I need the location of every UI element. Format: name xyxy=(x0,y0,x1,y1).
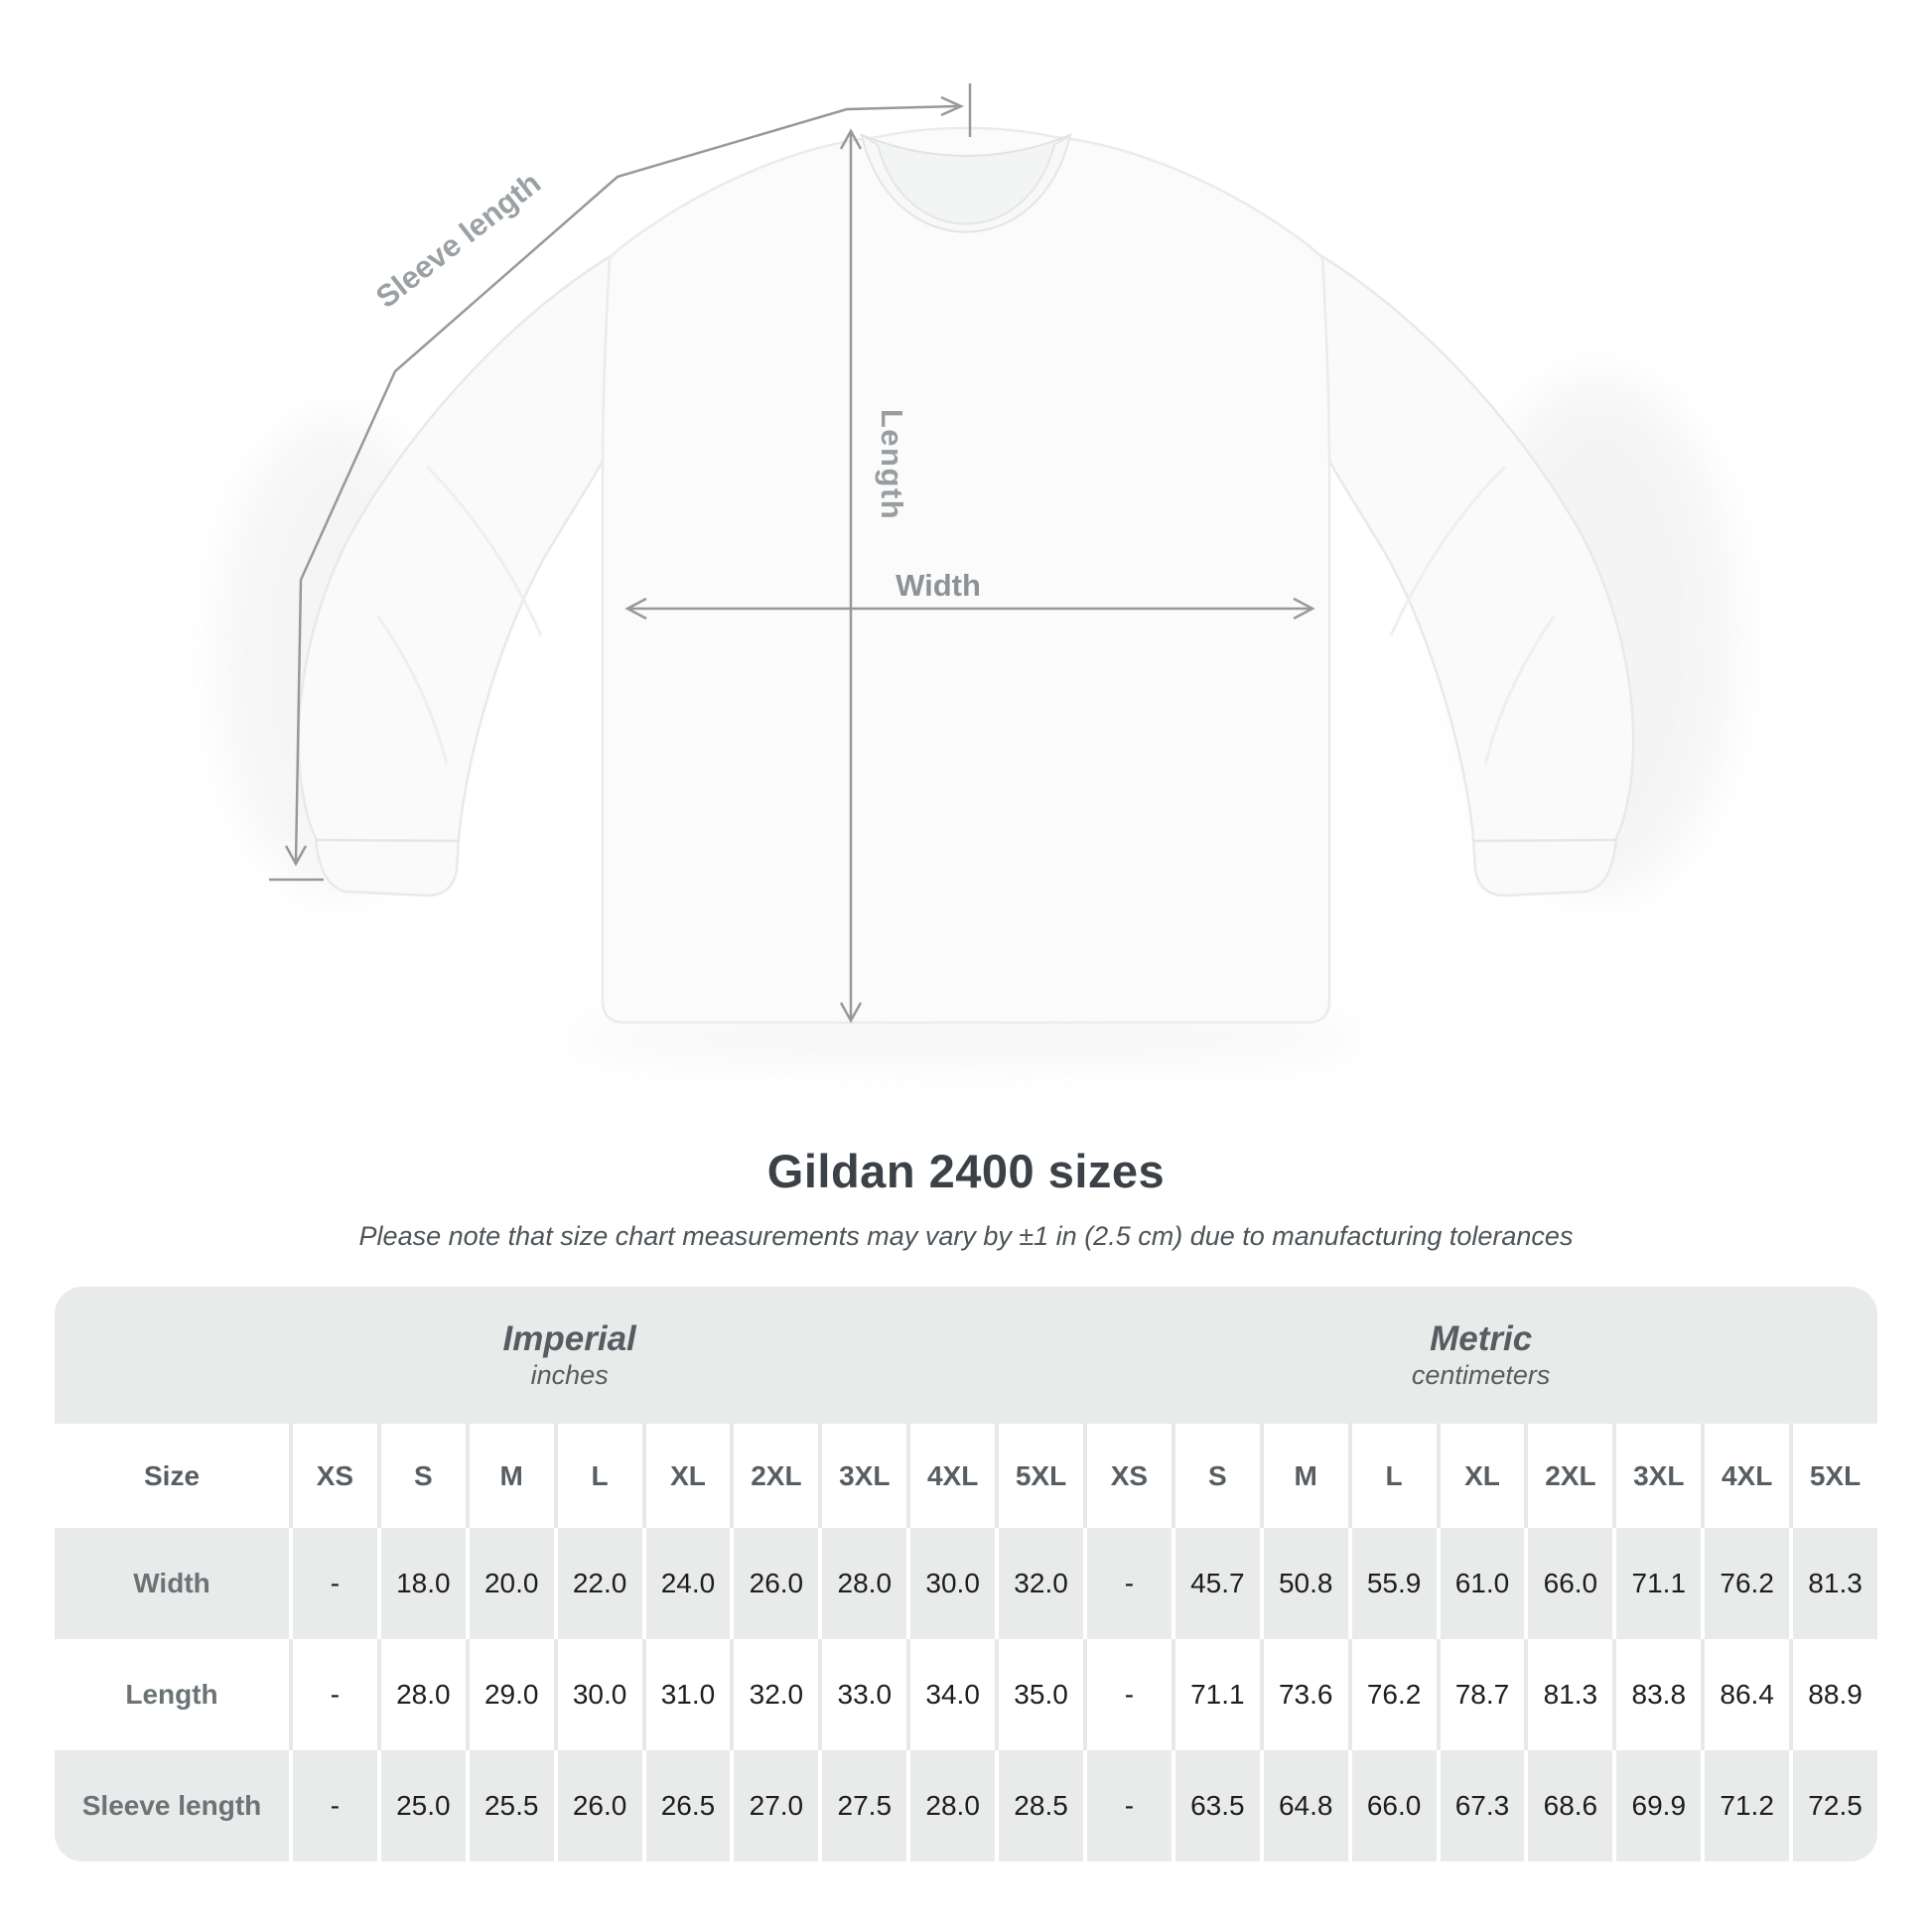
shirt-left-cuff-seam xyxy=(316,840,459,841)
width-imperial-l: 22.0 xyxy=(554,1528,642,1639)
sleeve-imperial-l: 26.0 xyxy=(554,1750,642,1862)
unit-group-imperial xyxy=(55,1287,1084,1424)
shirt-right-sleeve xyxy=(1318,254,1633,896)
length-imperial-5xl: 35.0 xyxy=(995,1639,1083,1750)
width-metric-l: 55.9 xyxy=(1348,1528,1437,1639)
sleeve-metric-s: 63.5 xyxy=(1172,1750,1260,1862)
width-imperial-3xl: 28.0 xyxy=(818,1528,906,1639)
col-header-imperial-xs: XS xyxy=(289,1424,377,1528)
width-metric-xs: - xyxy=(1083,1528,1172,1639)
col-header-metric-m: M xyxy=(1260,1424,1348,1528)
col-header-metric-xs: XS xyxy=(1083,1424,1172,1528)
unit-group-metric-unit: centimeters xyxy=(1411,1359,1551,1390)
size-chart-table xyxy=(55,1287,1877,1862)
width-imperial-2xl: 26.0 xyxy=(730,1528,818,1639)
table-row-width xyxy=(55,1528,1877,1639)
width-metric-s: 45.7 xyxy=(1172,1528,1260,1639)
length-imperial-xl: 31.0 xyxy=(642,1639,731,1750)
width-imperial-m: 20.0 xyxy=(466,1528,554,1639)
col-header-metric-5xl: 5XL xyxy=(1789,1424,1877,1528)
table-row-sleeve-length xyxy=(55,1750,1877,1862)
col-header-imperial-xl: XL xyxy=(642,1424,731,1528)
width-metric-5xl: 81.3 xyxy=(1789,1528,1877,1639)
col-header-imperial-2xl: 2XL xyxy=(730,1424,818,1528)
unit-group-metric-name: Metric xyxy=(1430,1318,1533,1358)
row-label-length: Length xyxy=(55,1639,289,1750)
size-header-row xyxy=(55,1424,1877,1528)
sleeve-metric-xs: - xyxy=(1083,1750,1172,1862)
col-header-metric-4xl: 4XL xyxy=(1701,1424,1789,1528)
width-label: Width xyxy=(896,568,981,603)
sleeve-imperial-4xl: 28.0 xyxy=(906,1750,995,1862)
col-header-metric-xl: XL xyxy=(1437,1424,1525,1528)
length-metric-2xl: 81.3 xyxy=(1524,1639,1612,1750)
shirt-left-sleeve xyxy=(299,254,614,896)
sleeve-imperial-s: 25.0 xyxy=(377,1750,466,1862)
row-label-width: Width xyxy=(55,1528,289,1639)
corner-header-size: Size xyxy=(55,1424,289,1528)
sleeve-metric-4xl: 71.2 xyxy=(1701,1750,1789,1862)
length-imperial-s: 28.0 xyxy=(377,1639,466,1750)
length-metric-3xl: 83.8 xyxy=(1612,1639,1701,1750)
width-metric-2xl: 66.0 xyxy=(1524,1528,1612,1639)
sleeve-length-label: Sleeve length xyxy=(369,165,548,316)
sleeve-metric-l: 66.0 xyxy=(1348,1750,1437,1862)
width-metric-3xl: 71.1 xyxy=(1612,1528,1701,1639)
width-imperial-xl: 24.0 xyxy=(642,1528,731,1639)
length-label: Length xyxy=(875,408,909,521)
sleeve-metric-3xl: 69.9 xyxy=(1612,1750,1701,1862)
col-header-imperial-5xl: 5XL xyxy=(995,1424,1083,1528)
length-metric-m: 73.6 xyxy=(1260,1639,1348,1750)
sleeve-metric-2xl: 68.6 xyxy=(1524,1750,1612,1862)
width-metric-m: 50.8 xyxy=(1260,1528,1348,1639)
width-imperial-4xl: 30.0 xyxy=(906,1528,995,1639)
width-imperial-5xl: 32.0 xyxy=(995,1528,1083,1639)
col-header-imperial-l: L xyxy=(554,1424,642,1528)
sleeve-imperial-2xl: 27.0 xyxy=(730,1750,818,1862)
length-metric-xl: 78.7 xyxy=(1437,1639,1525,1750)
col-header-metric-2xl: 2XL xyxy=(1524,1424,1612,1528)
col-header-imperial-s: S xyxy=(377,1424,466,1528)
sleeve-imperial-5xl: 28.5 xyxy=(995,1750,1083,1862)
length-imperial-xs: - xyxy=(289,1639,377,1750)
col-header-metric-l: L xyxy=(1348,1424,1437,1528)
sleeve-imperial-3xl: 27.5 xyxy=(818,1750,906,1862)
length-metric-4xl: 86.4 xyxy=(1701,1639,1789,1750)
sleeve-imperial-xs: - xyxy=(289,1750,377,1862)
col-header-imperial-4xl: 4XL xyxy=(906,1424,995,1528)
table-row-length xyxy=(55,1639,1877,1750)
unit-group-metric xyxy=(1084,1287,1877,1424)
col-header-imperial-m: M xyxy=(466,1424,554,1528)
length-imperial-4xl: 34.0 xyxy=(906,1639,995,1750)
length-metric-5xl: 88.9 xyxy=(1789,1639,1877,1750)
unit-group-band xyxy=(55,1287,1877,1424)
col-header-imperial-3xl: 3XL xyxy=(818,1424,906,1528)
length-metric-l: 76.2 xyxy=(1348,1639,1437,1750)
length-metric-xs: - xyxy=(1083,1639,1172,1750)
unit-group-imperial-name: Imperial xyxy=(502,1318,636,1358)
width-metric-xl: 61.0 xyxy=(1437,1528,1525,1639)
sleeve-metric-5xl: 72.5 xyxy=(1789,1750,1877,1862)
length-imperial-l: 30.0 xyxy=(554,1639,642,1750)
length-imperial-m: 29.0 xyxy=(466,1639,554,1750)
row-label-sleeve-length: Sleeve length xyxy=(55,1750,289,1862)
tolerance-note: Please note that size chart measurements may vary by ±1 in (2.5 cm) due to manufacturing tolerances xyxy=(358,1221,1574,1251)
col-header-metric-3xl: 3XL xyxy=(1612,1424,1701,1528)
page-title: Gildan 2400 sizes xyxy=(766,1145,1166,1197)
shirt-right-cuff-seam xyxy=(1473,840,1616,841)
length-metric-s: 71.1 xyxy=(1172,1639,1260,1750)
length-imperial-3xl: 33.0 xyxy=(818,1639,906,1750)
sleeve-imperial-m: 25.5 xyxy=(466,1750,554,1862)
col-header-metric-s: S xyxy=(1172,1424,1260,1528)
length-imperial-2xl: 32.0 xyxy=(730,1639,818,1750)
unit-group-imperial-unit: inches xyxy=(530,1359,609,1390)
sleeve-imperial-xl: 26.5 xyxy=(642,1750,731,1862)
sleeve-metric-m: 64.8 xyxy=(1260,1750,1348,1862)
sleeve-metric-xl: 67.3 xyxy=(1437,1750,1525,1862)
width-metric-4xl: 76.2 xyxy=(1701,1528,1789,1639)
width-imperial-s: 18.0 xyxy=(377,1528,466,1639)
width-imperial-xs: - xyxy=(289,1528,377,1639)
